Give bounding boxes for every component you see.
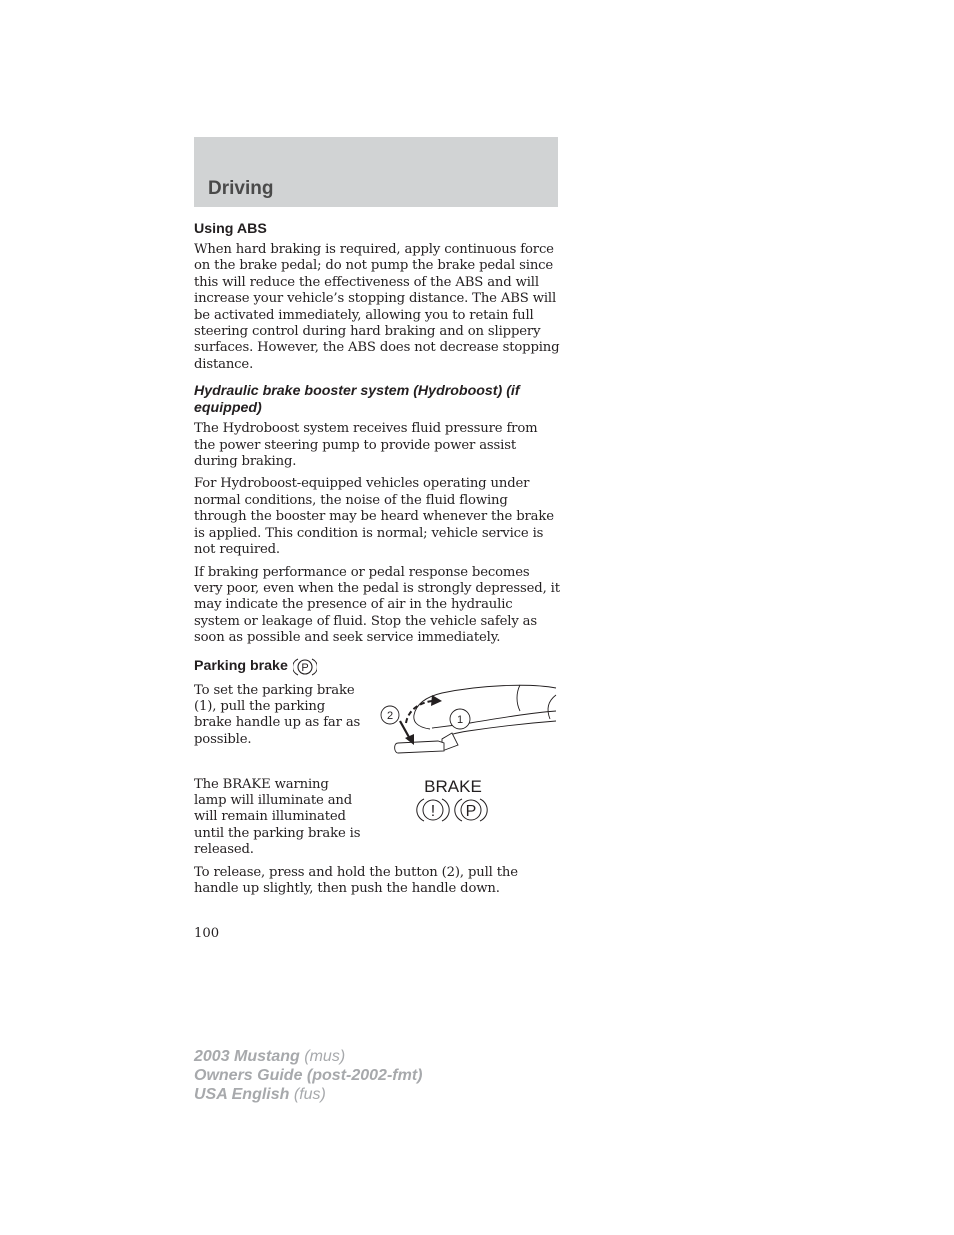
- abs-heading: Using ABS: [194, 221, 267, 237]
- footer-line-3: [194, 1085, 422, 1104]
- parking-brake-p-icon: [293, 657, 317, 677]
- parking-set-row: [194, 683, 560, 763]
- footer-guide: Owners Guide (post-2002-fmt): [194, 1067, 423, 1084]
- brake-lamp-label: BRAKE: [424, 776, 482, 796]
- brake-lamp-p-letter: P: [465, 802, 477, 820]
- hydroboost-paragraph-3: If braking performance or pedal response becomes very poor, even when the pedal is strongly depressed, it may indicate the presence of air in the hydraulic system or leakage of fluid. Stop the vehicle safely as soon as possible and seek service immediately.: [194, 564, 560, 646]
- page-number: 100: [194, 926, 220, 941]
- parking-warning-row: [194, 777, 560, 865]
- diagram-label-2: 2: [386, 709, 394, 722]
- footer-model-code: (mus): [304, 1048, 346, 1065]
- hydroboost-paragraph-2: For Hydroboost-equipped vehicles operating under normal conditions, the noise of the fluid flowing through the booster may be heard whenever the brake is applied. This condition is normal; vehicle service is not required.: [194, 476, 554, 558]
- page-content: [194, 221, 560, 903]
- footer-model: 2003 Mustang: [194, 1048, 300, 1065]
- parking-brake-handle-diagram: [380, 683, 560, 763]
- brake-warning-lamp: [380, 777, 560, 837]
- brake-lamp-exclamation: !: [430, 802, 436, 820]
- footer-language: USA English: [194, 1086, 290, 1103]
- abs-paragraph: When hard braking is required, apply continuous force on the brake pedal; do not pump the brake pedal since this will reduce the effectiveness of the ABS and will increase your vehicle’s stopping distance. The ABS will be activated immediately, allowing you to retain full steering control during hard braking and on slippery surfaces. However, the ABS does not decrease stopping distance.: [194, 242, 560, 372]
- parking-brake-heading-row: [194, 657, 560, 677]
- footer-line-1: [194, 1047, 422, 1066]
- parking-warning-text: The BRAKE warning lamp will illuminate and will remain illuminated until the parking brake is released.: [194, 776, 361, 858]
- hydroboost-paragraph-1: The Hydroboost system receives fluid pressure from the power steering pump to provide power assist during braking.: [194, 421, 538, 470]
- section-title: Driving: [208, 178, 274, 199]
- parking-brake-heading: Parking brake: [194, 658, 288, 675]
- footer-line-2: [194, 1066, 422, 1085]
- parking-set-text: To set the parking brake (1), pull the parking brake handle up as far as possible.: [194, 682, 361, 747]
- footer-language-code: (fus): [293, 1086, 326, 1103]
- parking-icon-letter: P: [301, 661, 309, 674]
- parking-release-text: To release, press and hold the button (2), pull the handle up slightly, then push the handle down.: [194, 864, 518, 896]
- hydroboost-heading: Hydraulic brake booster system (Hydroboost) (if equipped): [194, 383, 520, 417]
- footer-doc-info: [194, 1047, 422, 1104]
- diagram-label-1: 1: [456, 713, 464, 726]
